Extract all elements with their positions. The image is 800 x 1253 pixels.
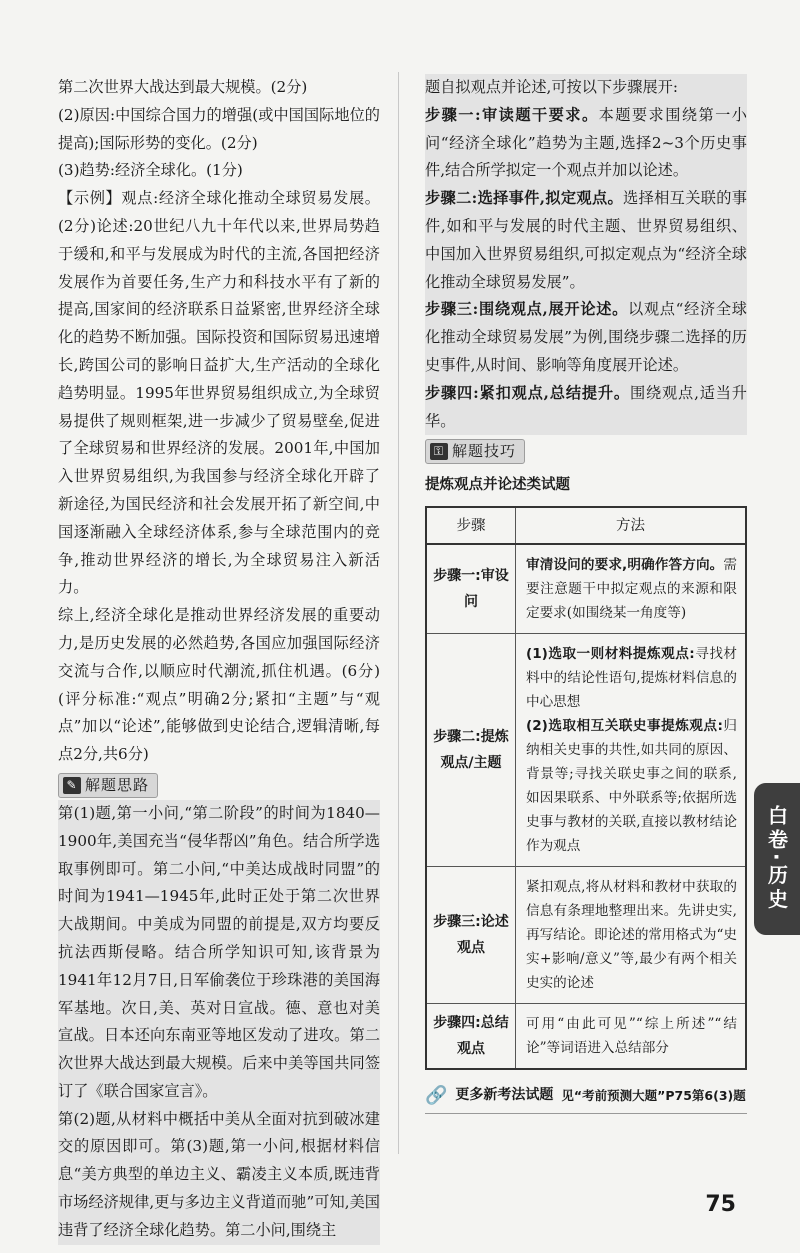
step-cell: 步骤三:论述观点 <box>426 867 516 1004</box>
method-cell <box>516 544 747 634</box>
method-text: 需要注意题干中拟定观点的来源和限定要求(如围绕某一角度等) <box>526 557 737 622</box>
tips-section-tag <box>425 439 525 464</box>
step-label: 步骤四:紧扣观点,总结提升。 <box>425 383 630 402</box>
table-header-row <box>426 507 746 544</box>
thinking-section-tag <box>58 773 158 798</box>
table-row <box>426 544 746 634</box>
method-part-2 <box>526 714 737 858</box>
page-number: 75 <box>705 1192 736 1217</box>
step-item-2 <box>425 185 747 296</box>
method-cell: 紧扣观点,将从材料和教材中获取的信息有条理地整理出来。先讲史实,再写结论。即论述的常用格式为“史实+影响/意义”等,最少有两个相关史实的论述 <box>516 867 747 1004</box>
step-item-1 <box>425 102 747 185</box>
method-text: 归纳相关史事的共性,如共同的原因、背景等;寻找关联史事之间的联系,如因果联系、中外联系等;依据所选史事与教材的关联,直接以教材结论作为观点 <box>526 718 737 855</box>
table-row <box>426 867 746 1004</box>
method-bold: (2)选取相互关联史事提炼观点: <box>526 718 723 735</box>
method-cell: 可用“由此可见”“综上所述”“结论”等词语进入总结部分 <box>516 1004 747 1070</box>
answer-example: 【示例】观点:经济全球化推动全球贸易发展。(2分)论述:20世纪八九十年代以来,世界局势趋于缓和,和平与发展成为时代的主流,各国把经济发展作为首要任务,生产力和科技水平有了新的提高,国家间的经济联系日益紧密,世界经济全球化的趋势不断加强。国际投资和国际贸易迅速增长,跨国公司的影响日益扩大,生产活动的全球化趋势明显。1995年世界贸易组织成立,为全球贸易提供了规则框架,进一步减少了贸易壁垒,促进了全球贸易和世界经济的发展。2001年,中国加入世界贸易组织,为我国参与经济全球化开辟了新途径,为国民经济和社会发展开拓了新空间,中国逐渐融入全球经济体系,参与全球范围内的竞争,推动世界经济的增长,为全球贸易注入新活力。 <box>58 189 380 597</box>
method-bold: 审清设问的要求,明确作答方向。 <box>526 557 724 574</box>
table-row <box>426 634 746 867</box>
table-row <box>426 1004 746 1070</box>
key-icon: ⚿ <box>430 443 448 460</box>
pencil-icon: ✎ <box>63 777 81 794</box>
steps-block <box>425 74 747 435</box>
method-table <box>425 506 747 1070</box>
step-label: 步骤二:选择事件,拟定观点。 <box>425 189 624 208</box>
tips-title: 提炼观点并论述类试题 <box>425 477 570 494</box>
step-label: 步骤三:围绕观点,展开论述。 <box>425 300 628 319</box>
more-detail: 见“考前预测大题”P75第6(3)题 <box>561 1088 746 1104</box>
step-label: 步骤一:审读题干要求。 <box>425 105 599 124</box>
method-part-1 <box>526 642 737 714</box>
thinking-block <box>58 800 380 1245</box>
step-cell: 步骤二:提炼观点/主题 <box>426 634 516 867</box>
thinking-para-1: 第(1)题,第一小问,“第二阶段”的时间为1840—1900年,美国充当“侵华帮凶”角色。结合所学选取事例即可。第二小问,“中美达成战时同盟”的时间为1941—1945年,此时正处于第二次世界大战期间。中美成为同盟的前提是,双方均要反抗法西斯侵略。结合所学知识可知,该背景为1941年12月7日,日军偷袭位于珍珠港的美国海军基地。次日,美、英对日宣战。德、意也对美宣战。日本还向东南亚等地区发动了进攻。第二次世界大战达到最大规模。后来中美等国共同签订了《联合国家宣言》。 <box>58 803 380 1100</box>
step-text: 以观点“经济全球化推动全球贸易发展”为例,围绕步骤二选择的历史事件,从时间、影响等角度展开论述。 <box>425 300 747 374</box>
more-questions-line <box>425 1082 747 1114</box>
steps-intro: 题自拟观点并论述,可按以下步骤展开: <box>425 78 678 96</box>
tips-tag-label: 解题技巧 <box>452 441 517 460</box>
step-item-3 <box>425 296 747 379</box>
step-text: 选择相互关联的事件,如和平与发展的时代主题、世界贸易组织、中国加入世界贸易组织,可拟定观点为“经济全球化推动全球贸易发展”。 <box>425 189 747 291</box>
left-column <box>58 74 380 1245</box>
answer-para-3: (3)趋势:经济全球化。(1分) <box>58 161 243 180</box>
link-icon: 🔗 <box>425 1085 448 1107</box>
answer-summary: 综上,经济全球化是推动世界经济发展的重要动力,是历史发展的必然趋势,各国应加强国际经济交流与合作,以顺应时代潮流,抓住机遇。(6分)(评分标准:“观点”明确2分;紧扣“主题”与“观点”加以“论述”,能够做到史论结合,逻辑清晰,每点2分,共6分) <box>58 606 380 764</box>
more-title: 更多新考法试题 <box>455 1087 554 1104</box>
method-text: 寻找材料中的结论性语句,提炼材料信息的中心思想 <box>526 646 738 711</box>
step-item-4 <box>425 380 747 436</box>
table-header-step: 步骤 <box>426 507 516 544</box>
table-header-method: 方法 <box>516 507 747 544</box>
answer-para-2: (2)原因:中国综合国力的增强(或中国国际地位的提高);国际形势的变化。(2分) <box>58 105 380 152</box>
thinking-tag-label: 解题思路 <box>85 775 150 794</box>
step-cell: 步骤一:审设问 <box>426 544 516 634</box>
subject-side-tab: 白卷·历史 <box>754 783 800 935</box>
column-divider <box>398 72 399 1154</box>
thinking-para-2: 第(2)题,从材料中概括中美从全面对抗到破冰建交的原因即可。第(3)题,第一小问,根据材料信息“美方典型的单边主义、霸凌主义本质,既违背市场经济规律,更与多边主义背道而驰”可知,美国违背了经济全球化趋势。第二小问,围绕主 <box>58 1109 380 1239</box>
answer-para-1: 第二次世界大战达到最大规模。(2分) <box>58 78 308 96</box>
method-bold: (1)选取一则材料提炼观点: <box>526 646 695 663</box>
step-text: 围绕观点,适当升华。 <box>425 383 747 430</box>
right-column <box>425 74 747 1114</box>
method-cell <box>516 634 747 867</box>
step-cell: 步骤四:总结观点 <box>426 1004 516 1070</box>
step-text: 本题要求围绕第一小问“经济全球化”趋势为主题,选择2~3个历史事件,结合所学拟定一个观点并加以论述。 <box>425 105 747 180</box>
